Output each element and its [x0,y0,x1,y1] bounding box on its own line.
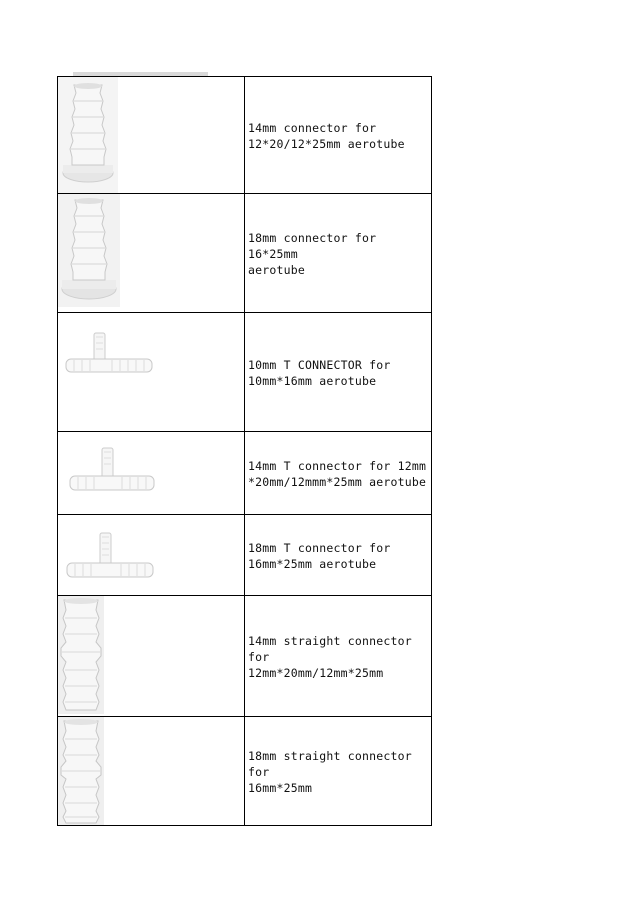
product-image-cell [58,313,245,432]
product-image-cell [58,717,245,826]
product-description: 18mm straight connector for 16mm*25mm [248,749,412,795]
table-row [58,717,432,826]
table-row [58,194,432,313]
product-description-cell [245,313,432,432]
product-description-cell [245,194,432,313]
product-description: 14mm T connector for 12mm *20mm/12mmm*25mm aerotube [248,459,427,489]
product-image-cell [58,77,245,194]
product-description-cell [245,432,432,515]
product-image-cell [58,596,245,717]
flange-connector-image [58,77,118,194]
product-description-cell [245,596,432,717]
product-table [57,76,432,826]
product-description: 14mm straight connector for 12mm*20mm/12mm*25mm [248,634,412,680]
product-image-cell [58,432,245,515]
product-image-cell [58,194,245,313]
product-description-cell [245,515,432,596]
table-row [58,313,432,432]
t-connector-image [63,531,157,585]
t-connector-image [62,331,156,383]
table-row [58,77,432,194]
product-description: 10mm T CONNECTOR for 10mm*16mm aerotube [248,358,391,388]
product-description: 18mm connector for 16*25mm aerotube [248,231,377,277]
product-description: 18mm T connector for 16mm*25mm aerotube [248,541,391,571]
flange-connector-image [58,194,120,307]
product-description-cell [245,77,432,194]
product-description-cell [245,717,432,826]
product-description: 14mm connector for 12*20/12*25mm aerotube [248,121,405,151]
table-row [58,596,432,717]
table-row [58,432,432,515]
product-image-cell [58,515,245,596]
table-row [58,515,432,596]
straight-connector-image [58,596,104,714]
t-connector-image [66,446,158,498]
straight-connector-image [58,717,104,826]
